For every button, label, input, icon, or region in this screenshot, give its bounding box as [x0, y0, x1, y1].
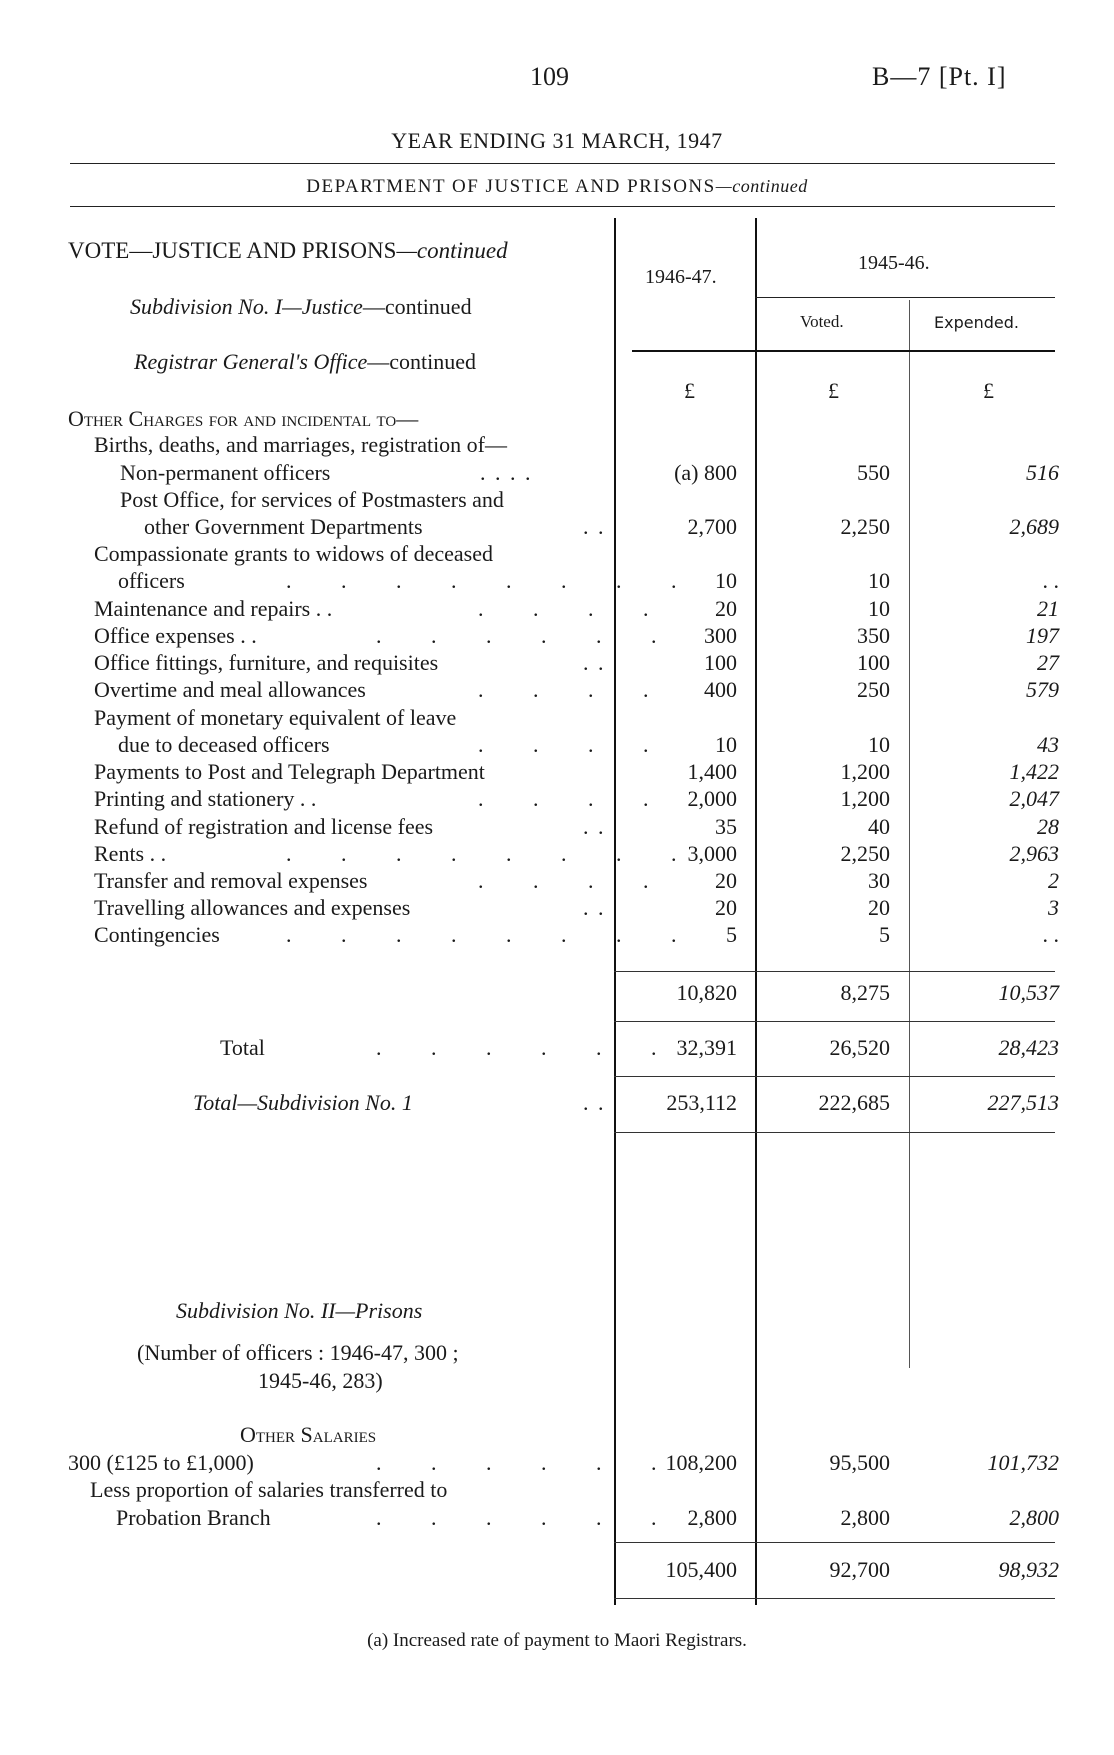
- leader-dots: . . . .: [478, 786, 651, 811]
- column-header-expended: Expended.: [934, 313, 1019, 332]
- leader-dots: . .: [583, 514, 606, 539]
- leader-dots: . . . . . .: [376, 1450, 659, 1475]
- leader-dots: . . . . . . . .: [286, 922, 679, 947]
- cell-voted: 2,250: [840, 841, 890, 866]
- cell-expended: 2: [1048, 868, 1059, 893]
- cell-expended: 43: [1037, 732, 1059, 757]
- cell-voted: 550: [857, 460, 890, 485]
- column-header-voted: Voted.: [800, 312, 844, 331]
- cell-1946-47: 3,000: [687, 841, 737, 866]
- leader-dots: . . . . . . . .: [286, 568, 679, 593]
- cell-voted: 350: [857, 623, 890, 648]
- office-title: Registrar General's Office—continued: [134, 349, 476, 374]
- total-rule-bottom: [614, 1076, 1055, 1077]
- leader-dots: . . . .: [478, 868, 651, 893]
- cell-expended: 1,422: [1009, 759, 1059, 784]
- section-heading: Other Charges for and incidental to—: [68, 406, 419, 431]
- cell-expended: 3: [1048, 895, 1059, 920]
- page-number: 109: [530, 62, 569, 91]
- subtotal-voted: 8,275: [840, 980, 890, 1005]
- cell-voted: 10: [868, 732, 890, 757]
- cell-1946-47: 100: [704, 650, 737, 675]
- cell-expended: 101,732: [987, 1450, 1059, 1475]
- cell-expended: 2,800: [1009, 1505, 1059, 1530]
- cell-voted: 20: [868, 895, 890, 920]
- cell-expended: . .: [1042, 568, 1059, 593]
- cell-voted: 30: [868, 868, 890, 893]
- total-sub1-rule-bottom: [614, 1132, 1055, 1133]
- section-subheading: Births, deaths, and marriages, registration of—: [94, 432, 508, 457]
- cell-1946-47: 10: [715, 568, 737, 593]
- row-label: Rents . .: [94, 841, 167, 866]
- cell-expended: 579: [1026, 677, 1059, 702]
- table-divider-right: [909, 300, 910, 1368]
- leader-dots: . . . .: [478, 732, 651, 757]
- column-header-1946-47: 1946-47.: [645, 266, 717, 288]
- table-divider-mid: [755, 218, 757, 1605]
- cell-voted: 1,200: [840, 786, 890, 811]
- footnote: (a) Increased rate of payment to Maori Registrars.: [367, 1630, 747, 1651]
- subdivision-title: Subdivision No. I—Justice—continued: [130, 294, 472, 319]
- prisons-net-rule-top: [614, 1542, 1055, 1543]
- cell-voted: 250: [857, 677, 890, 702]
- leader-dots: . . . .: [480, 460, 533, 485]
- total-sub1-expended: 227,513: [987, 1090, 1059, 1115]
- cell-voted: 100: [857, 650, 890, 675]
- row-label: Payment of monetary equivalent of leave: [94, 705, 457, 730]
- cell-voted: 1,200: [840, 759, 890, 784]
- row-label: Maintenance and repairs . .: [94, 596, 333, 621]
- department-title: DEPARTMENT OF JUSTICE AND PRISONS—continued: [306, 176, 808, 197]
- total-expended: 28,423: [998, 1035, 1059, 1060]
- cell-voted: 2,250: [840, 514, 890, 539]
- cell-expended: 197: [1026, 623, 1059, 648]
- row-label: Payments to Post and Telegraph Department: [94, 759, 485, 784]
- cell-1946-47: 10: [715, 732, 737, 757]
- prisons-officers-line2: 1945-46, 283): [258, 1368, 383, 1393]
- subtotal-expended: 10,537: [998, 980, 1059, 1005]
- subtotal-rule-bottom: [614, 1021, 1055, 1022]
- row-label: Office fittings, furniture, and requisites: [94, 650, 439, 675]
- prisons-net-expended: 98,932: [998, 1557, 1059, 1582]
- total-label: Total: [220, 1035, 265, 1060]
- row-label: Overtime and meal allowances: [94, 677, 366, 702]
- leader-dots: . . . .: [478, 596, 651, 621]
- prisons-subdivision-title: Subdivision No. II—Prisons: [176, 1298, 423, 1323]
- cell-voted: 5: [879, 922, 890, 947]
- cell-1946-47: 1,400: [687, 759, 737, 784]
- currency-col2: £: [828, 378, 839, 403]
- row-label: Printing and stationery . .: [94, 786, 317, 811]
- table-divider-left: [614, 218, 616, 1605]
- cell-1946-47: 2,700: [687, 514, 737, 539]
- cell-1946-47: 2,800: [687, 1505, 737, 1530]
- row-label-continued: officers: [118, 568, 185, 593]
- cell-voted: 10: [868, 596, 890, 621]
- leader-dots: . .: [583, 650, 606, 675]
- row-label-continued: due to deceased officers: [118, 732, 330, 757]
- cell-1946-47: 108,200: [665, 1450, 737, 1475]
- leader-dots: . .: [583, 895, 606, 920]
- total-subdivision-label: Total—Subdivision No. 1: [193, 1090, 413, 1115]
- subtotal-rule-top: [614, 971, 1055, 972]
- column-group-header-1945-46: 1945-46.: [858, 252, 930, 274]
- leader-dots: . .: [583, 1090, 606, 1115]
- currency-col1: £: [684, 378, 695, 403]
- row-label: Refund of registration and license fees: [94, 814, 434, 839]
- cell-expended: 516: [1026, 460, 1059, 485]
- row-label: 300 (£125 to £1,000): [68, 1450, 254, 1475]
- column-header-rule: [632, 350, 1055, 352]
- cell-1946-47: 35: [715, 814, 737, 839]
- cell-1946-47: 2,000: [687, 786, 737, 811]
- leader-dots: . .: [583, 814, 606, 839]
- cell-expended: 2,047: [1009, 786, 1059, 811]
- cell-expended: 2,689: [1009, 514, 1059, 539]
- total-sub1-1946-47: 253,112: [666, 1090, 737, 1115]
- row-label: Compassionate grants to widows of deceased: [94, 541, 493, 566]
- header-rule-bottom: [70, 206, 1055, 207]
- cell-voted: 2,800: [840, 1505, 890, 1530]
- group-header-rule: [755, 297, 1055, 298]
- leader-dots: . . . . . .: [376, 623, 659, 648]
- row-label: Travelling allowances and expenses: [94, 895, 411, 920]
- leader-dots: . . . . . . . .: [286, 841, 679, 866]
- cell-expended: 2,963: [1009, 841, 1059, 866]
- row-label-continued: Probation Branch: [116, 1505, 271, 1530]
- subtotal-1946-47: 10,820: [676, 980, 737, 1005]
- cell-1946-47: 400: [704, 677, 737, 702]
- other-salaries-heading: Other Salaries: [240, 1422, 377, 1447]
- cell-expended: 28: [1037, 814, 1059, 839]
- prisons-net-rule-bottom: [614, 1598, 1055, 1599]
- cell-1946-47: 20: [715, 868, 737, 893]
- prisons-net-voted: 92,700: [829, 1557, 890, 1582]
- row-label-continued: other Government Departments: [144, 514, 423, 539]
- row-label: Non-permanent officers: [120, 460, 331, 485]
- header-rule-top: [70, 163, 1055, 164]
- currency-col3: £: [983, 378, 994, 403]
- prisons-officers-line1: (Number of officers : 1946-47, 300 ;: [137, 1340, 459, 1365]
- cell-1946-47: 20: [715, 596, 737, 621]
- cell-expended: . .: [1042, 922, 1059, 947]
- row-label: Post Office, for services of Postmasters and: [120, 487, 504, 512]
- cell-voted: 10: [868, 568, 890, 593]
- document-code: B—7 [Pt. I]: [872, 62, 1007, 91]
- cell-1946-47: 5: [726, 922, 737, 947]
- cell-1946-47: 20: [715, 895, 737, 920]
- total-sub1-voted: 222,685: [818, 1090, 890, 1115]
- leader-dots: . . . . . .: [376, 1505, 659, 1530]
- year-title: YEAR ENDING 31 MARCH, 1947: [391, 128, 723, 153]
- row-label: Contingencies: [94, 922, 220, 947]
- cell-expended: 27: [1037, 650, 1059, 675]
- prisons-net-1946-47: 105,400: [665, 1557, 737, 1582]
- cell-1946-47: (a) 800: [674, 460, 737, 485]
- row-label: Less proportion of salaries transferred to: [90, 1477, 448, 1502]
- row-label: Transfer and removal expenses: [94, 868, 368, 893]
- total-voted: 26,520: [829, 1035, 890, 1060]
- cell-voted: 40: [868, 814, 890, 839]
- vote-title: VOTE—JUSTICE AND PRISONS—continued: [68, 238, 508, 263]
- cell-expended: 21: [1037, 596, 1059, 621]
- leader-dots: . . . . . .: [376, 1035, 659, 1060]
- cell-1946-47: 300: [704, 623, 737, 648]
- row-label: Office expenses . .: [94, 623, 257, 648]
- total-1946-47: 32,391: [676, 1035, 737, 1060]
- cell-voted: 95,500: [829, 1450, 890, 1475]
- leader-dots: . . . .: [478, 677, 651, 702]
